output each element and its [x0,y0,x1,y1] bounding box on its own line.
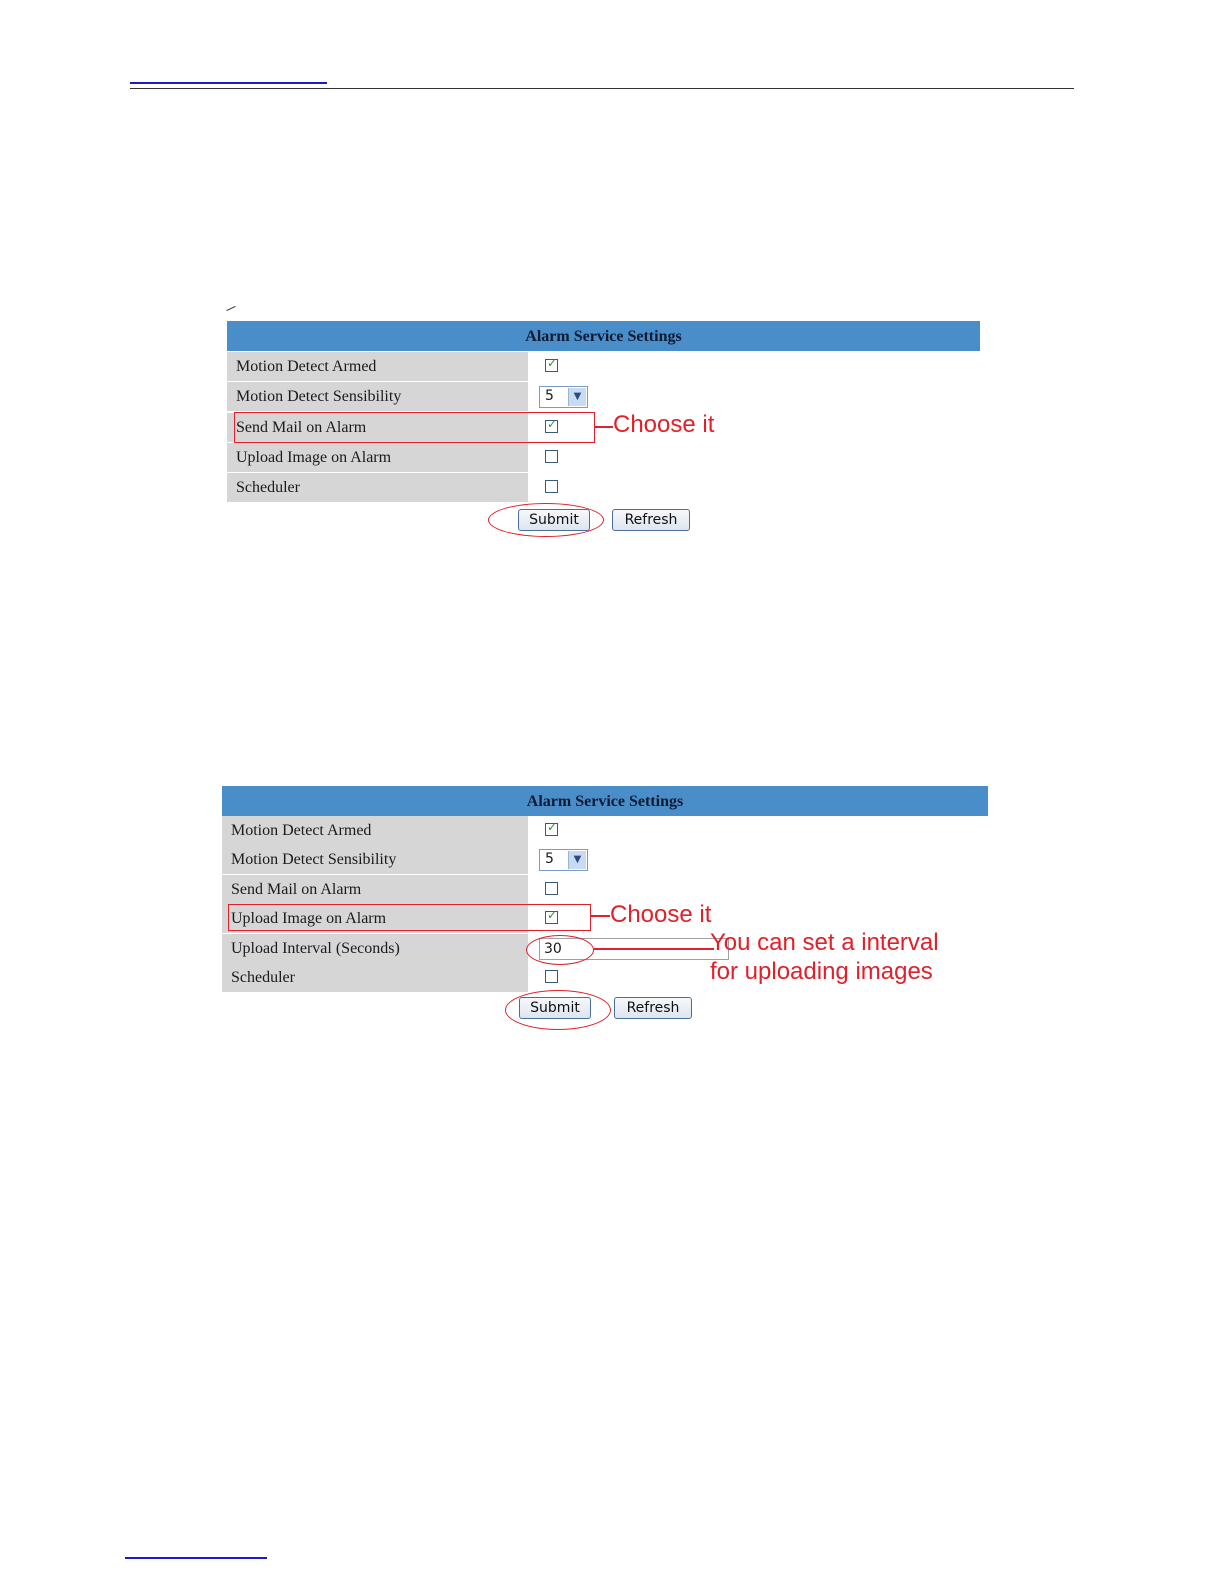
checkmark-icon: ✓ [547,820,558,834]
row-motion-detect-armed [227,352,980,381]
row-value [528,413,980,442]
annotation-interval-line-2: for uploading images [710,958,933,985]
row-label: Motion Detect Sensibility [222,845,528,874]
upload-image-checkbox[interactable] [545,450,558,463]
send-mail-checkbox[interactable] [545,882,558,895]
row-motion-detect-sensibility [227,382,980,411]
row-motion-detect-armed [222,816,988,845]
select-value: 5 [545,851,554,867]
checkmark-icon: ✓ [547,417,558,431]
scheduler-checkbox[interactable] [545,970,558,983]
chevron-down-icon[interactable]: ▼ [568,388,586,406]
row-label: Upload Image on Alarm [222,904,528,933]
annotation-line [591,915,610,917]
row-label: Motion Detect Armed [227,352,528,381]
interval-highlight-ellipse [526,935,594,965]
annotation-choose-it: Choose it [610,901,712,928]
row-upload-image-on-alarm [227,443,980,472]
row-value [528,875,988,904]
submit-button[interactable]: Submit [518,509,590,531]
row-label: Upload Image on Alarm [227,443,528,472]
row-scheduler [227,473,980,502]
checkmark-icon: ✓ [547,356,558,370]
submit-highlight-ellipse [488,503,604,537]
checkmark-icon: ✓ [547,908,558,922]
highlight-send-mail [234,412,595,443]
row-value [528,816,988,845]
submit-highlight-ellipse [505,990,611,1030]
stray-mark [226,306,235,311]
sensibility-select[interactable] [539,386,588,408]
row-value [528,845,988,874]
row-motion-detect-sensibility [222,845,988,874]
row-value [528,443,980,472]
row-label: Scheduler [227,473,528,502]
motion-detect-armed-checkbox[interactable] [545,820,558,836]
row-send-mail-on-alarm [222,875,988,904]
header-link-underline[interactable] [130,82,327,84]
header-rule [130,88,1074,89]
row-label: Scheduler [222,963,528,992]
refresh-button[interactable]: Refresh [614,997,692,1019]
annotation-line [594,948,714,950]
row-value [528,473,980,502]
annotation-interval-line-1: You can set a interval [710,929,939,956]
footer-link-underline[interactable] [125,1557,267,1559]
chevron-down-icon[interactable]: ▼ [568,851,586,869]
annotation-choose-it: Choose it [613,411,715,438]
row-value [528,352,980,381]
motion-detect-armed-checkbox[interactable] [545,356,558,372]
sensibility-select[interactable] [539,849,588,871]
row-label: Send Mail on Alarm [222,875,528,904]
upload-interval-input[interactable]: 30 [539,938,729,960]
row-value [528,382,980,411]
row-label: Motion Detect Armed [222,816,528,845]
panel-title: Alarm Service Settings [227,321,980,351]
annotation-line [595,426,613,428]
scheduler-checkbox[interactable] [545,480,558,493]
row-label: Upload Interval (Seconds) [222,934,528,963]
highlight-upload-image [228,904,591,931]
row-label: Send Mail on Alarm [227,413,528,442]
panel-title: Alarm Service Settings [222,786,988,816]
refresh-button[interactable]: Refresh [612,509,690,531]
row-label: Motion Detect Sensibility [227,382,528,411]
submit-button[interactable]: Submit [519,997,591,1019]
select-value: 5 [545,388,554,404]
